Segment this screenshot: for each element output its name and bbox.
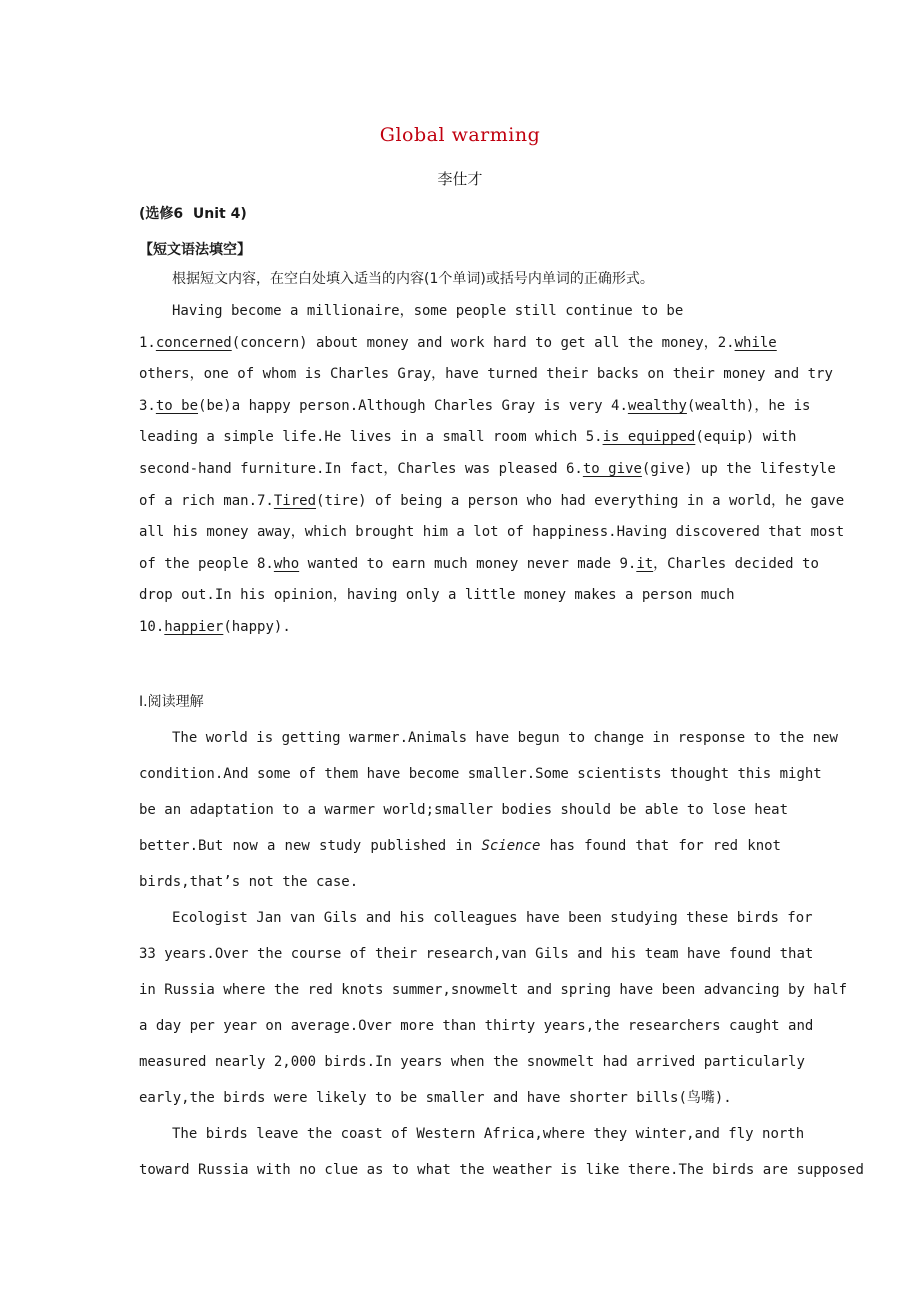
answer-4: wealthy: [627, 398, 687, 414]
reading-line: be an adaptation to a warmer world;smaller bodies should be able to lose heat: [139, 802, 789, 818]
grammar-line-6: [139, 459, 836, 479]
reading-line: Ecologist Jan van Gils and his colleagues have been studying these birds for: [172, 910, 813, 926]
grammar-line-10: drop out.In his opinion，having only a little money makes a person much: [139, 587, 735, 603]
text-segment: of a rich man.7.: [139, 493, 274, 509]
reading-line: [139, 836, 781, 856]
text-segment: second-hand furniture.In fact，Charles was pleased 6.: [139, 461, 583, 477]
journal-name: Science: [481, 838, 541, 854]
text-segment: 3.: [139, 398, 156, 414]
text-segment: wanted to earn much money never made 9.: [299, 556, 637, 572]
text-segment: leading a simple life.He lives in a small room which 5.: [139, 429, 603, 445]
reading-line: early,the birds were likely to be smaller and have shorter bills(鸟嘴).: [139, 1090, 732, 1106]
grammar-line-3: others，one of whom is Charles Gray，have turned their backs on their money and try: [139, 366, 833, 382]
reading-line: measured nearly 2,000 birds.In years when the snowmelt had arrived particularly: [139, 1054, 805, 1070]
reading-line: 33 years.Over the course of their research,van Gils and his team have found that: [139, 946, 814, 962]
text-segment: 10.: [139, 619, 165, 635]
text-segment: has found that for red knot: [540, 838, 781, 854]
reading-line: a day per year on average.Over more than thirty years,the researchers caught and: [139, 1018, 814, 1034]
grammar-line-4: [139, 396, 811, 416]
reading-line: The world is getting warmer.Animals have begun to change in response to the new: [172, 730, 838, 746]
answer-8: who: [273, 556, 300, 572]
grammar-instruction: 根据短文内容，在空白处填入适当的内容(1个单词)或括号内单词的正确形式。: [172, 271, 654, 287]
answer-7: Tired: [273, 493, 317, 509]
text-segment: (be)a happy person.Although Charles Gray is very 4.: [198, 398, 628, 414]
text-segment: (tire) of being a person who had everything in a world，he gave: [316, 493, 845, 509]
text-segment: (concern) about money and work hard to get all the money，2.: [231, 335, 735, 351]
reading-line: in Russia where the red knots summer,snowmelt and spring have been advancing by half: [139, 982, 848, 998]
page-title: Global warming: [379, 124, 541, 146]
grammar-line-2: [139, 333, 777, 353]
grammar-heading: 【短文语法填空】: [139, 242, 251, 258]
text-segment: (wealth)，he is: [686, 398, 811, 414]
grammar-line-7: [139, 491, 845, 511]
reading-line: birds,that’s not the case.: [139, 874, 359, 890]
text-segment: of the people 8.: [139, 556, 274, 572]
answer-9: it: [636, 556, 654, 572]
grammar-line-1: Having become a millionaire，some people still continue to be: [172, 303, 684, 319]
answer-1: concerned: [155, 335, 232, 351]
answer-5: is equipped: [602, 429, 696, 445]
text-segment: (equip) with: [695, 429, 797, 445]
answer-3: to be: [155, 398, 199, 414]
text-segment: better.But now a new study published in: [139, 838, 482, 854]
reading-line: condition.And some of them have become smaller.Some scientists thought this might: [139, 766, 822, 782]
reading-line: toward Russia with no clue as to what the weather is like there.The birds are supposed: [139, 1162, 864, 1178]
reading-heading: Ⅰ.阅读理解: [139, 694, 204, 710]
grammar-line-9: [139, 554, 819, 574]
answer-6: to give: [582, 461, 642, 477]
text-segment: (give) up the lifestyle: [641, 461, 836, 477]
text-segment: ，Charles decided to: [653, 556, 819, 572]
reading-line: The birds leave the coast of Western Africa,where they winter,and fly north: [172, 1126, 805, 1142]
grammar-line-11: [139, 617, 789, 637]
section-label: (选修6 Unit 4): [139, 206, 247, 222]
text-segment: 1.: [139, 335, 156, 351]
grammar-line-5: [139, 427, 797, 447]
answer-2: while: [734, 335, 777, 351]
answer-10: happier: [164, 619, 224, 635]
text-segment: (happy).: [223, 619, 291, 635]
author-name: 李仕才: [437, 170, 483, 188]
grammar-line-8: all his money away，which brought him a lot of happiness.Having discovered that most: [139, 524, 845, 540]
